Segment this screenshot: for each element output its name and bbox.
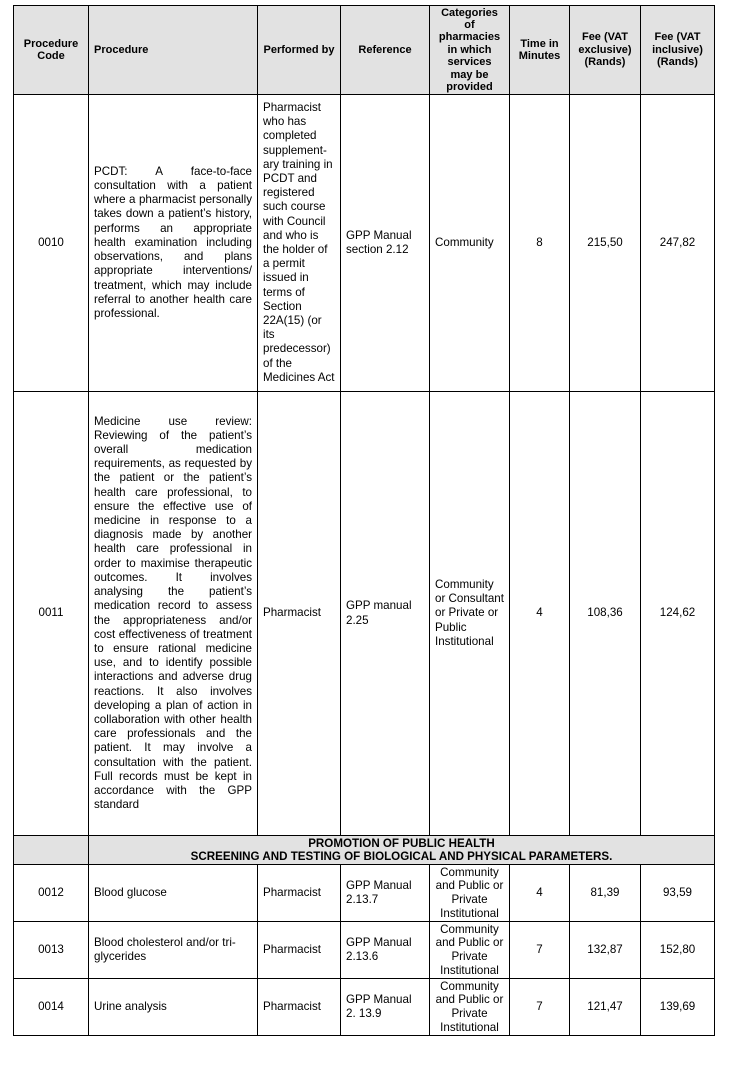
table-header-row [14,6,715,95]
fee-schedule-table [13,5,715,1036]
procedure-description: Medicine use review: Reviewing of the patient’s overall medication requirements, as requested by the patient or the patient’s health care professional, to ensure the effective use of medicine in response to a diagnosis made by another health care professional in order to maximise therapeutic outcomes. It involves analysing the patient’s medication record to assess the appropriateness and/or cost effectiveness of treatment to ensure rational medicine use, and to identify possible interactions and adverse drug reactions. It also involves developing a plan of action in collaboration with other health care professionals and the patient. It may involve a consultation with the patient. Full records must be kept in accordance with the GPP standard [89,392,258,836]
procedure-code: 0011 [14,392,89,836]
procedure-code: 0010 [14,95,89,392]
fee-vat-exclusive: 215,50 [570,95,641,392]
fee-vat-inclusive: 152,80 [641,922,715,979]
reference: GPP Manual 2.13.7 [341,865,430,922]
reference: GPP Manual 2.13.6 [341,922,430,979]
pharmacy-categories: Community and Public or Private Institutional [430,922,510,979]
performed-by: Pharmacist [258,392,341,836]
fee-vat-exclusive: 108,36 [570,392,641,836]
reference: GPP Manual section 2.12 [341,95,430,392]
table-row [14,922,715,979]
pharmacy-categories: Community [430,95,510,392]
header-fee-vat-exclusive: Fee (VAT exclusive) (Rands) [570,6,641,95]
header-categories: Categories of pharmacies in which services may be provided [430,6,510,95]
procedure-description: Urine analysis [89,979,258,1036]
fee-vat-inclusive: 139,69 [641,979,715,1036]
header-procedure: Procedure [89,6,258,95]
table-row [14,865,715,922]
header-time: Time in Minutes [510,6,570,95]
time-minutes: 8 [510,95,570,392]
time-minutes: 4 [510,392,570,836]
performed-by: Pharmacist [258,865,341,922]
fee-vat-inclusive: 247,82 [641,95,715,392]
fee-vat-exclusive: 132,87 [570,922,641,979]
section-blank-cell [14,836,89,865]
time-minutes: 4 [510,865,570,922]
pharmacy-categories: Community and Public or Private Institutional [430,865,510,922]
section-title-line-2: SCREENING AND TESTING OF BIOLOGICAL AND PHYSICAL PARAMETERS. [190,850,613,863]
reference: GPP manual 2.25 [341,392,430,836]
performed-by: Pharmacist who has completed supplement-ary training in PCDT and registered such course with Council and who is the holder of a permit issued in terms of Section 22A(15) (or its predecessor) of the Medicines Act [258,95,341,392]
procedure-code: 0013 [14,922,89,979]
header-fee-vat-inclusive: Fee (VAT inclusive) (Rands) [641,6,715,95]
section-header-row [14,836,715,865]
table-row [14,979,715,1036]
reference: GPP Manual 2. 13.9 [341,979,430,1036]
fee-vat-inclusive: 124,62 [641,392,715,836]
table-row [14,392,715,836]
table-row [14,95,715,392]
procedure-code: 0014 [14,979,89,1036]
section-title [89,836,715,865]
procedure-code: 0012 [14,865,89,922]
performed-by: Pharmacist [258,922,341,979]
time-minutes: 7 [510,979,570,1036]
header-reference: Reference [341,6,430,95]
pharmacy-categories: Community or Consultant or Private or Public Institutional [430,392,510,836]
fee-vat-exclusive: 81,39 [570,865,641,922]
performed-by: Pharmacist [258,979,341,1036]
fee-vat-inclusive: 93,59 [641,865,715,922]
header-performed-by: Performed by [258,6,341,95]
procedure-description: PCDT: A face-to-face consultation with a patient where a pharmacist personally takes down a patient’s history, performs an appropriate health examination including observations, and plans appropriate interventions/ treatment, which may include referral to another health care professional. [89,95,258,392]
header-procedure-code: Procedure Code [14,6,89,95]
fee-vat-exclusive: 121,47 [570,979,641,1036]
procedure-description: Blood glucose [89,865,258,922]
procedure-description: Blood cholesterol and/or tri-glycerides [89,922,258,979]
time-minutes: 7 [510,922,570,979]
pharmacy-categories: Community and Public or Private Institutional [430,979,510,1036]
section-title-line-1: PROMOTION OF PUBLIC HEALTH [308,836,495,850]
